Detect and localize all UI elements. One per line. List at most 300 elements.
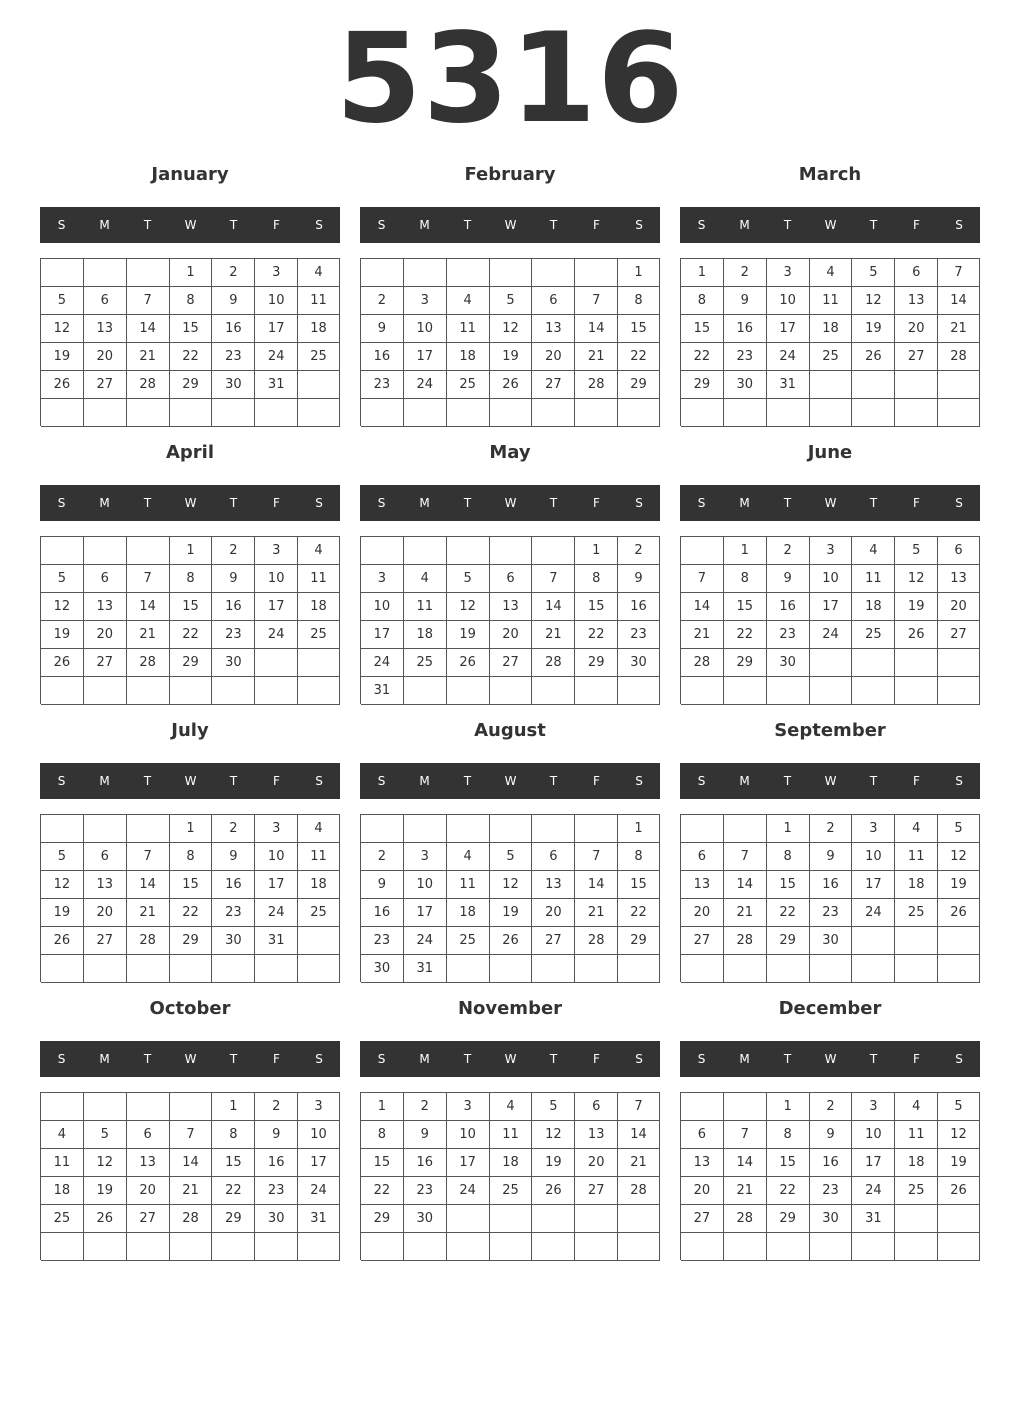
day-cell[interactable]: 15 <box>575 593 618 621</box>
day-cell[interactable]: 1 <box>618 259 660 287</box>
day-cell[interactable]: 9 <box>618 565 660 593</box>
day-cell[interactable]: 23 <box>767 621 810 649</box>
day-cell[interactable]: 30 <box>212 371 255 399</box>
day-cell[interactable]: 20 <box>895 315 938 343</box>
day-cell[interactable]: 16 <box>255 1149 298 1177</box>
day-cell[interactable]: 22 <box>212 1177 255 1205</box>
day-cell[interactable]: 23 <box>810 1177 853 1205</box>
day-cell[interactable]: 2 <box>767 537 810 565</box>
day-cell[interactable]: 9 <box>724 287 767 315</box>
day-cell[interactable]: 20 <box>127 1177 170 1205</box>
day-cell[interactable]: 20 <box>532 343 575 371</box>
day-cell[interactable]: 6 <box>575 1093 618 1121</box>
day-cell[interactable]: 26 <box>447 649 490 677</box>
day-cell[interactable]: 28 <box>532 649 575 677</box>
day-cell[interactable]: 7 <box>532 565 575 593</box>
day-cell[interactable]: 16 <box>767 593 810 621</box>
day-cell[interactable]: 25 <box>895 899 938 927</box>
day-cell[interactable]: 13 <box>895 287 938 315</box>
day-cell[interactable]: 4 <box>41 1121 84 1149</box>
day-cell[interactable]: 6 <box>532 843 575 871</box>
day-cell[interactable]: 10 <box>767 287 810 315</box>
day-cell[interactable]: 9 <box>212 565 255 593</box>
day-cell[interactable]: 3 <box>767 259 810 287</box>
day-cell[interactable]: 9 <box>767 565 810 593</box>
day-cell[interactable]: 1 <box>618 815 660 843</box>
day-cell[interactable]: 1 <box>767 815 810 843</box>
day-cell[interactable]: 13 <box>532 871 575 899</box>
day-cell[interactable]: 30 <box>810 1205 853 1233</box>
day-cell[interactable]: 25 <box>447 927 490 955</box>
day-cell[interactable]: 27 <box>490 649 533 677</box>
day-cell[interactable]: 11 <box>298 843 340 871</box>
day-cell[interactable]: 10 <box>255 565 298 593</box>
day-cell[interactable]: 16 <box>212 315 255 343</box>
day-cell[interactable]: 6 <box>84 565 127 593</box>
day-cell[interactable]: 26 <box>84 1205 127 1233</box>
day-cell[interactable]: 12 <box>490 315 533 343</box>
day-cell[interactable]: 21 <box>618 1149 660 1177</box>
day-cell[interactable]: 27 <box>84 927 127 955</box>
day-cell[interactable]: 27 <box>84 371 127 399</box>
day-cell[interactable]: 18 <box>895 871 938 899</box>
day-cell[interactable]: 11 <box>447 315 490 343</box>
day-cell[interactable]: 4 <box>298 259 340 287</box>
day-cell[interactable]: 10 <box>404 871 447 899</box>
day-cell[interactable]: 31 <box>255 927 298 955</box>
day-cell[interactable]: 3 <box>255 537 298 565</box>
day-cell[interactable]: 14 <box>127 871 170 899</box>
day-cell[interactable]: 28 <box>575 371 618 399</box>
day-cell[interactable]: 14 <box>532 593 575 621</box>
day-cell[interactable]: 24 <box>447 1177 490 1205</box>
day-cell[interactable]: 17 <box>255 871 298 899</box>
day-cell[interactable]: 23 <box>724 343 767 371</box>
day-cell[interactable]: 19 <box>41 899 84 927</box>
day-cell[interactable]: 15 <box>170 315 213 343</box>
day-cell[interactable]: 1 <box>767 1093 810 1121</box>
day-cell[interactable]: 24 <box>404 927 447 955</box>
day-cell[interactable]: 27 <box>895 343 938 371</box>
day-cell[interactable]: 11 <box>895 1121 938 1149</box>
day-cell[interactable]: 21 <box>127 621 170 649</box>
day-cell[interactable]: 18 <box>447 343 490 371</box>
day-cell[interactable]: 17 <box>852 871 895 899</box>
day-cell[interactable]: 8 <box>767 843 810 871</box>
day-cell[interactable]: 3 <box>404 287 447 315</box>
day-cell[interactable]: 14 <box>575 871 618 899</box>
day-cell[interactable]: 21 <box>938 315 980 343</box>
day-cell[interactable]: 29 <box>681 371 724 399</box>
day-cell[interactable]: 30 <box>212 649 255 677</box>
day-cell[interactable]: 2 <box>618 537 660 565</box>
day-cell[interactable]: 12 <box>84 1149 127 1177</box>
day-cell[interactable]: 8 <box>767 1121 810 1149</box>
day-cell[interactable]: 21 <box>127 899 170 927</box>
day-cell[interactable]: 14 <box>724 871 767 899</box>
day-cell[interactable]: 5 <box>490 843 533 871</box>
day-cell[interactable]: 13 <box>84 593 127 621</box>
day-cell[interactable]: 16 <box>361 343 404 371</box>
day-cell[interactable]: 17 <box>810 593 853 621</box>
day-cell[interactable]: 11 <box>298 287 340 315</box>
day-cell[interactable]: 10 <box>447 1121 490 1149</box>
day-cell[interactable]: 22 <box>618 899 660 927</box>
day-cell[interactable]: 2 <box>255 1093 298 1121</box>
day-cell[interactable]: 5 <box>41 565 84 593</box>
day-cell[interactable]: 6 <box>681 843 724 871</box>
day-cell[interactable]: 17 <box>361 621 404 649</box>
day-cell[interactable]: 27 <box>532 927 575 955</box>
day-cell[interactable]: 22 <box>618 343 660 371</box>
day-cell[interactable]: 24 <box>852 1177 895 1205</box>
day-cell[interactable]: 4 <box>298 537 340 565</box>
day-cell[interactable]: 7 <box>938 259 980 287</box>
day-cell[interactable]: 18 <box>41 1177 84 1205</box>
day-cell[interactable]: 30 <box>361 955 404 983</box>
day-cell[interactable]: 8 <box>170 565 213 593</box>
day-cell[interactable]: 31 <box>852 1205 895 1233</box>
day-cell[interactable]: 14 <box>681 593 724 621</box>
day-cell[interactable]: 20 <box>84 621 127 649</box>
day-cell[interactable]: 19 <box>490 343 533 371</box>
day-cell[interactable]: 31 <box>255 371 298 399</box>
day-cell[interactable]: 31 <box>404 955 447 983</box>
day-cell[interactable]: 18 <box>895 1149 938 1177</box>
day-cell[interactable]: 23 <box>810 899 853 927</box>
day-cell[interactable]: 4 <box>852 537 895 565</box>
day-cell[interactable]: 20 <box>681 1177 724 1205</box>
day-cell[interactable]: 12 <box>490 871 533 899</box>
day-cell[interactable]: 26 <box>41 649 84 677</box>
day-cell[interactable]: 28 <box>724 927 767 955</box>
day-cell[interactable]: 28 <box>724 1205 767 1233</box>
day-cell[interactable]: 25 <box>298 343 340 371</box>
day-cell[interactable]: 8 <box>170 287 213 315</box>
day-cell[interactable]: 24 <box>298 1177 340 1205</box>
day-cell[interactable]: 14 <box>938 287 980 315</box>
day-cell[interactable]: 27 <box>575 1177 618 1205</box>
day-cell[interactable]: 6 <box>84 843 127 871</box>
day-cell[interactable]: 16 <box>618 593 660 621</box>
day-cell[interactable]: 7 <box>618 1093 660 1121</box>
day-cell[interactable]: 28 <box>127 371 170 399</box>
day-cell[interactable]: 16 <box>361 899 404 927</box>
day-cell[interactable]: 3 <box>255 815 298 843</box>
day-cell[interactable]: 12 <box>41 593 84 621</box>
day-cell[interactable]: 28 <box>127 927 170 955</box>
day-cell[interactable]: 30 <box>404 1205 447 1233</box>
day-cell[interactable]: 25 <box>895 1177 938 1205</box>
day-cell[interactable]: 17 <box>852 1149 895 1177</box>
day-cell[interactable]: 18 <box>810 315 853 343</box>
day-cell[interactable]: 17 <box>404 343 447 371</box>
day-cell[interactable]: 8 <box>170 843 213 871</box>
day-cell[interactable]: 1 <box>170 259 213 287</box>
day-cell[interactable]: 30 <box>767 649 810 677</box>
day-cell[interactable]: 6 <box>490 565 533 593</box>
day-cell[interactable]: 23 <box>212 621 255 649</box>
day-cell[interactable]: 8 <box>361 1121 404 1149</box>
day-cell[interactable]: 26 <box>41 927 84 955</box>
day-cell[interactable]: 24 <box>810 621 853 649</box>
day-cell[interactable]: 13 <box>490 593 533 621</box>
day-cell[interactable]: 11 <box>852 565 895 593</box>
day-cell[interactable]: 20 <box>938 593 980 621</box>
day-cell[interactable]: 5 <box>41 843 84 871</box>
day-cell[interactable]: 18 <box>490 1149 533 1177</box>
day-cell[interactable]: 18 <box>404 621 447 649</box>
day-cell[interactable]: 4 <box>447 287 490 315</box>
day-cell[interactable]: 1 <box>170 815 213 843</box>
day-cell[interactable]: 25 <box>298 621 340 649</box>
day-cell[interactable]: 23 <box>404 1177 447 1205</box>
day-cell[interactable]: 9 <box>255 1121 298 1149</box>
day-cell[interactable]: 3 <box>361 565 404 593</box>
day-cell[interactable]: 29 <box>724 649 767 677</box>
day-cell[interactable]: 22 <box>361 1177 404 1205</box>
day-cell[interactable]: 18 <box>298 315 340 343</box>
day-cell[interactable]: 1 <box>681 259 724 287</box>
day-cell[interactable]: 10 <box>255 287 298 315</box>
day-cell[interactable]: 19 <box>447 621 490 649</box>
day-cell[interactable]: 26 <box>490 371 533 399</box>
day-cell[interactable]: 23 <box>212 343 255 371</box>
day-cell[interactable]: 3 <box>852 815 895 843</box>
day-cell[interactable]: 10 <box>852 843 895 871</box>
day-cell[interactable]: 25 <box>298 899 340 927</box>
day-cell[interactable]: 9 <box>404 1121 447 1149</box>
day-cell[interactable]: 29 <box>361 1205 404 1233</box>
day-cell[interactable]: 16 <box>810 1149 853 1177</box>
day-cell[interactable]: 14 <box>127 593 170 621</box>
day-cell[interactable]: 16 <box>724 315 767 343</box>
day-cell[interactable]: 21 <box>127 343 170 371</box>
day-cell[interactable]: 27 <box>681 927 724 955</box>
day-cell[interactable]: 9 <box>212 843 255 871</box>
day-cell[interactable]: 5 <box>84 1121 127 1149</box>
day-cell[interactable]: 4 <box>810 259 853 287</box>
day-cell[interactable]: 8 <box>212 1121 255 1149</box>
day-cell[interactable]: 8 <box>618 287 660 315</box>
day-cell[interactable]: 4 <box>447 843 490 871</box>
day-cell[interactable]: 1 <box>212 1093 255 1121</box>
day-cell[interactable]: 13 <box>84 871 127 899</box>
day-cell[interactable]: 9 <box>361 315 404 343</box>
day-cell[interactable]: 1 <box>170 537 213 565</box>
day-cell[interactable]: 26 <box>852 343 895 371</box>
day-cell[interactable]: 24 <box>255 899 298 927</box>
day-cell[interactable]: 22 <box>170 621 213 649</box>
day-cell[interactable]: 17 <box>298 1149 340 1177</box>
day-cell[interactable]: 8 <box>681 287 724 315</box>
day-cell[interactable]: 24 <box>404 371 447 399</box>
day-cell[interactable]: 7 <box>724 843 767 871</box>
day-cell[interactable]: 13 <box>532 315 575 343</box>
day-cell[interactable]: 23 <box>618 621 660 649</box>
day-cell[interactable]: 25 <box>490 1177 533 1205</box>
day-cell[interactable]: 1 <box>361 1093 404 1121</box>
day-cell[interactable]: 27 <box>681 1205 724 1233</box>
day-cell[interactable]: 20 <box>681 899 724 927</box>
day-cell[interactable]: 28 <box>681 649 724 677</box>
day-cell[interactable]: 29 <box>170 371 213 399</box>
day-cell[interactable]: 4 <box>298 815 340 843</box>
day-cell[interactable]: 5 <box>938 815 980 843</box>
day-cell[interactable]: 29 <box>767 1205 810 1233</box>
day-cell[interactable]: 22 <box>681 343 724 371</box>
day-cell[interactable]: 11 <box>298 565 340 593</box>
day-cell[interactable]: 24 <box>767 343 810 371</box>
day-cell[interactable]: 28 <box>575 927 618 955</box>
day-cell[interactable]: 6 <box>938 537 980 565</box>
day-cell[interactable]: 22 <box>767 1177 810 1205</box>
day-cell[interactable]: 18 <box>447 899 490 927</box>
day-cell[interactable]: 17 <box>255 593 298 621</box>
day-cell[interactable]: 13 <box>938 565 980 593</box>
day-cell[interactable]: 18 <box>298 593 340 621</box>
day-cell[interactable]: 15 <box>724 593 767 621</box>
day-cell[interactable]: 24 <box>255 621 298 649</box>
day-cell[interactable]: 23 <box>212 899 255 927</box>
day-cell[interactable]: 19 <box>41 343 84 371</box>
day-cell[interactable]: 19 <box>895 593 938 621</box>
day-cell[interactable]: 20 <box>532 899 575 927</box>
day-cell[interactable]: 16 <box>404 1149 447 1177</box>
day-cell[interactable]: 6 <box>84 287 127 315</box>
day-cell[interactable]: 21 <box>724 899 767 927</box>
day-cell[interactable]: 30 <box>618 649 660 677</box>
day-cell[interactable]: 14 <box>724 1149 767 1177</box>
day-cell[interactable]: 12 <box>852 287 895 315</box>
day-cell[interactable]: 4 <box>895 815 938 843</box>
day-cell[interactable]: 25 <box>41 1205 84 1233</box>
day-cell[interactable]: 14 <box>127 315 170 343</box>
day-cell[interactable]: 22 <box>767 899 810 927</box>
day-cell[interactable]: 21 <box>532 621 575 649</box>
day-cell[interactable]: 10 <box>852 1121 895 1149</box>
day-cell[interactable]: 15 <box>767 1149 810 1177</box>
day-cell[interactable]: 4 <box>404 565 447 593</box>
day-cell[interactable]: 13 <box>575 1121 618 1149</box>
day-cell[interactable]: 9 <box>810 1121 853 1149</box>
day-cell[interactable]: 24 <box>852 899 895 927</box>
day-cell[interactable]: 8 <box>618 843 660 871</box>
day-cell[interactable]: 25 <box>852 621 895 649</box>
day-cell[interactable]: 23 <box>361 371 404 399</box>
day-cell[interactable]: 13 <box>681 1149 724 1177</box>
day-cell[interactable]: 30 <box>255 1205 298 1233</box>
day-cell[interactable]: 7 <box>127 287 170 315</box>
day-cell[interactable]: 13 <box>84 315 127 343</box>
day-cell[interactable]: 10 <box>361 593 404 621</box>
day-cell[interactable]: 7 <box>127 565 170 593</box>
day-cell[interactable]: 6 <box>681 1121 724 1149</box>
day-cell[interactable]: 8 <box>575 565 618 593</box>
day-cell[interactable]: 20 <box>84 343 127 371</box>
day-cell[interactable]: 29 <box>618 371 660 399</box>
day-cell[interactable]: 11 <box>810 287 853 315</box>
day-cell[interactable]: 15 <box>681 315 724 343</box>
day-cell[interactable]: 3 <box>447 1093 490 1121</box>
day-cell[interactable]: 4 <box>895 1093 938 1121</box>
day-cell[interactable]: 26 <box>490 927 533 955</box>
day-cell[interactable]: 2 <box>212 815 255 843</box>
day-cell[interactable]: 15 <box>361 1149 404 1177</box>
day-cell[interactable]: 3 <box>255 259 298 287</box>
day-cell[interactable]: 30 <box>212 927 255 955</box>
day-cell[interactable]: 25 <box>447 371 490 399</box>
day-cell[interactable]: 14 <box>618 1121 660 1149</box>
day-cell[interactable]: 11 <box>895 843 938 871</box>
day-cell[interactable]: 27 <box>938 621 980 649</box>
day-cell[interactable]: 30 <box>724 371 767 399</box>
day-cell[interactable]: 7 <box>724 1121 767 1149</box>
day-cell[interactable]: 12 <box>41 871 84 899</box>
day-cell[interactable]: 25 <box>404 649 447 677</box>
day-cell[interactable]: 11 <box>41 1149 84 1177</box>
day-cell[interactable]: 1 <box>724 537 767 565</box>
day-cell[interactable]: 21 <box>170 1177 213 1205</box>
day-cell[interactable]: 15 <box>767 871 810 899</box>
day-cell[interactable]: 22 <box>724 621 767 649</box>
day-cell[interactable]: 12 <box>895 565 938 593</box>
day-cell[interactable]: 3 <box>852 1093 895 1121</box>
day-cell[interactable]: 12 <box>938 1121 980 1149</box>
day-cell[interactable]: 2 <box>212 537 255 565</box>
day-cell[interactable]: 24 <box>255 343 298 371</box>
day-cell[interactable]: 27 <box>127 1205 170 1233</box>
day-cell[interactable]: 31 <box>767 371 810 399</box>
day-cell[interactable]: 15 <box>618 871 660 899</box>
day-cell[interactable]: 2 <box>810 815 853 843</box>
day-cell[interactable]: 29 <box>170 927 213 955</box>
day-cell[interactable]: 12 <box>447 593 490 621</box>
day-cell[interactable]: 9 <box>212 287 255 315</box>
day-cell[interactable]: 12 <box>532 1121 575 1149</box>
day-cell[interactable]: 29 <box>767 927 810 955</box>
day-cell[interactable]: 19 <box>938 871 980 899</box>
day-cell[interactable]: 28 <box>618 1177 660 1205</box>
day-cell[interactable]: 5 <box>41 287 84 315</box>
day-cell[interactable]: 19 <box>490 899 533 927</box>
day-cell[interactable]: 24 <box>361 649 404 677</box>
day-cell[interactable]: 19 <box>41 621 84 649</box>
day-cell[interactable]: 19 <box>84 1177 127 1205</box>
day-cell[interactable]: 9 <box>361 871 404 899</box>
day-cell[interactable]: 26 <box>41 371 84 399</box>
day-cell[interactable]: 28 <box>170 1205 213 1233</box>
day-cell[interactable]: 15 <box>618 315 660 343</box>
day-cell[interactable]: 22 <box>170 899 213 927</box>
day-cell[interactable]: 14 <box>170 1149 213 1177</box>
day-cell[interactable]: 2 <box>404 1093 447 1121</box>
day-cell[interactable]: 8 <box>724 565 767 593</box>
day-cell[interactable]: 28 <box>127 649 170 677</box>
day-cell[interactable]: 17 <box>255 315 298 343</box>
day-cell[interactable]: 23 <box>255 1177 298 1205</box>
day-cell[interactable]: 15 <box>212 1149 255 1177</box>
day-cell[interactable]: 28 <box>938 343 980 371</box>
day-cell[interactable]: 22 <box>575 621 618 649</box>
day-cell[interactable]: 10 <box>255 843 298 871</box>
day-cell[interactable]: 7 <box>681 565 724 593</box>
day-cell[interactable]: 5 <box>938 1093 980 1121</box>
day-cell[interactable]: 22 <box>170 343 213 371</box>
day-cell[interactable]: 31 <box>361 677 404 705</box>
day-cell[interactable]: 7 <box>127 843 170 871</box>
day-cell[interactable]: 21 <box>724 1177 767 1205</box>
